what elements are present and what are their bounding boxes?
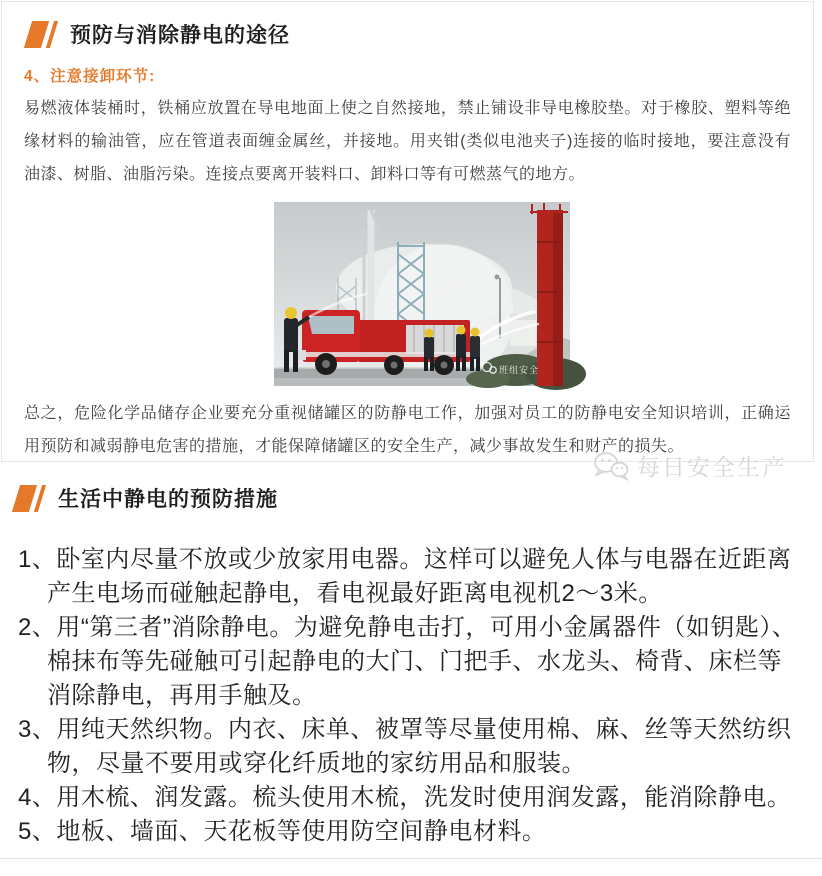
section1-title: 预防与消除静电的途径 xyxy=(70,24,290,47)
orange-slash-icon xyxy=(12,485,46,512)
fire-drill-photo xyxy=(274,202,570,386)
section-static-prevention-ways xyxy=(1,1,814,480)
section1-paragraph-1: 易燃液体装桶时，铁桶应放置在导电地面上使之自然接地，禁止铺设非导电橡胶垫。对于橡胶、塑料等绝缘材料的输油管，应在管道表面缠金属丝，并接地。用夹钳(类似电池夹子)连接的临时接地，要注意没有油漆、树脂、油脂污染。连接点要离开装料口、卸料口等有可燃蒸气的地方。 xyxy=(24,100,791,183)
section2-title: 生活中静电的预防措施 xyxy=(58,488,278,511)
section1-subtitle: 4、注意接卸环节: xyxy=(24,68,156,85)
wechat-logo-icon xyxy=(593,451,629,481)
list-item: 3、用纯天然织物。内衣、床单、被罩等尽量使用棉、麻、丝等天然纺织物，尽量不要用或穿化纤质地的家纺用品和服装。 xyxy=(18,716,792,777)
list-item: 5、地板、墙面、天花板等使用防空间静电材料。 xyxy=(18,818,547,845)
account-watermark-text: 每日安全生产 xyxy=(637,454,787,480)
list-item: 1、卧室内尽量不放或少放家用电器。这样可以避免人体与电器在近距离产生电场而碰触起静电，看电视最好距离电视机2～3米。 xyxy=(18,546,792,607)
section1-header xyxy=(24,19,791,49)
section-daily-life-prevention xyxy=(16,483,806,849)
bottom-divider xyxy=(0,858,822,859)
orange-slash-icon xyxy=(24,21,58,48)
prevention-list xyxy=(18,543,806,849)
list-item: 4、用木梳、润发露。梳头使用木梳，洗发时使用润发露，能消除静电。 xyxy=(18,784,792,811)
list-item: 2、用“第三者”消除静电。为避免静电击打，可用小金属器件（如钥匙）、棉抹布等先碰触可引起静电的大门、门把手、水龙头、椅背、床栏等消除静电，再用手触及。 xyxy=(18,614,797,709)
photo-watermark xyxy=(482,363,539,376)
section2-header xyxy=(12,483,806,513)
section1-paragraph-2: 总之，危险化学品储存企业要充分重视储罐区的防静电工作，加强对员工的防静电安全知识培训，正确运用预防和减弱静电危害的措施，才能保障储罐区的安全生产，减少事故发生和财产的损失。 xyxy=(24,405,791,455)
photo-watermark-text: 班组安全 xyxy=(498,365,539,375)
fire-drill-photo-illustration xyxy=(274,202,570,386)
